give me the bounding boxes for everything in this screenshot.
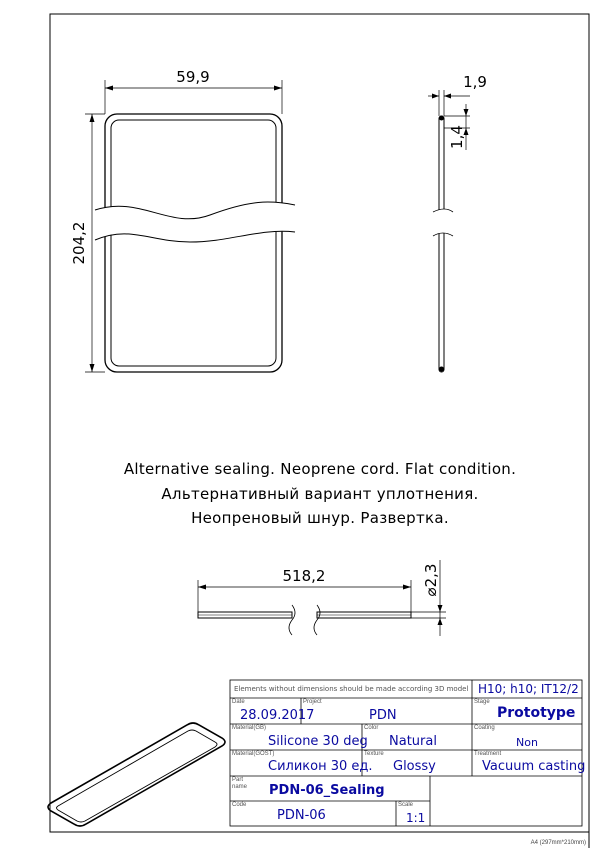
scale-value: 1:1 [406,811,426,825]
treatment-label: Treatment [474,751,502,757]
texture-value: Glossy [393,759,436,774]
part-name-label: Part name [232,777,248,790]
scale-label: Scale [398,802,414,808]
dim-cord-diameter-label: ⌀2,3 [422,563,440,597]
dim-height-label: 204,2 [70,221,88,265]
material-gost-label: Material(GOST) [232,751,275,757]
project-value: PDN [369,708,397,723]
stage-value: Prototype [497,705,576,721]
dim-cord-length-label: 518,2 [282,567,326,585]
material-gb-label: Material(GB) [232,725,267,731]
color-value: Natural [389,734,437,749]
stage-label: Stage [474,699,490,705]
material-gb-value: Silicone 30 deg [268,734,368,749]
sheet-format: A4 (297mm*210mm) [530,840,586,846]
code-value: PDN-06 [277,808,326,823]
isometric-preview [48,723,225,826]
dim-thickness-label: 1,9 [463,73,487,91]
note-line-2: Альтернативный вариант уплотнения. [161,485,479,503]
color-label: Color [364,725,379,731]
note-line-3: Неопреновый шнур. Развертка. [191,509,449,527]
material-gost-value: Силикон 30 ед. [268,759,373,774]
treatment-value: Vacuum casting [482,759,586,774]
side-profile [439,116,444,372]
coating-label: Coating [474,725,495,731]
texture-label: Texture [364,751,384,757]
note-line-1: Alternative sealing. Neoprene cord. Flat condition. [123,460,517,478]
coating-value: Non [516,736,538,749]
date-value: 28.09.2017 [240,708,315,723]
tolerance-value: H10; h10; IT12/2 [478,682,579,696]
general-note: Elements without dimensions should be made according 3D model [234,685,469,693]
date-label: Date [232,699,245,705]
dim-width-label: 59,9 [176,68,210,86]
gasket-inner-outline [111,120,276,366]
dim-depth-label: 1,4 [448,125,466,149]
project-label: Project [303,699,322,705]
part-name-value: PDN-06_Sealing [269,783,385,798]
gasket-outer-outline [105,114,282,372]
code-label: Code [232,802,247,808]
front-view [85,80,295,372]
